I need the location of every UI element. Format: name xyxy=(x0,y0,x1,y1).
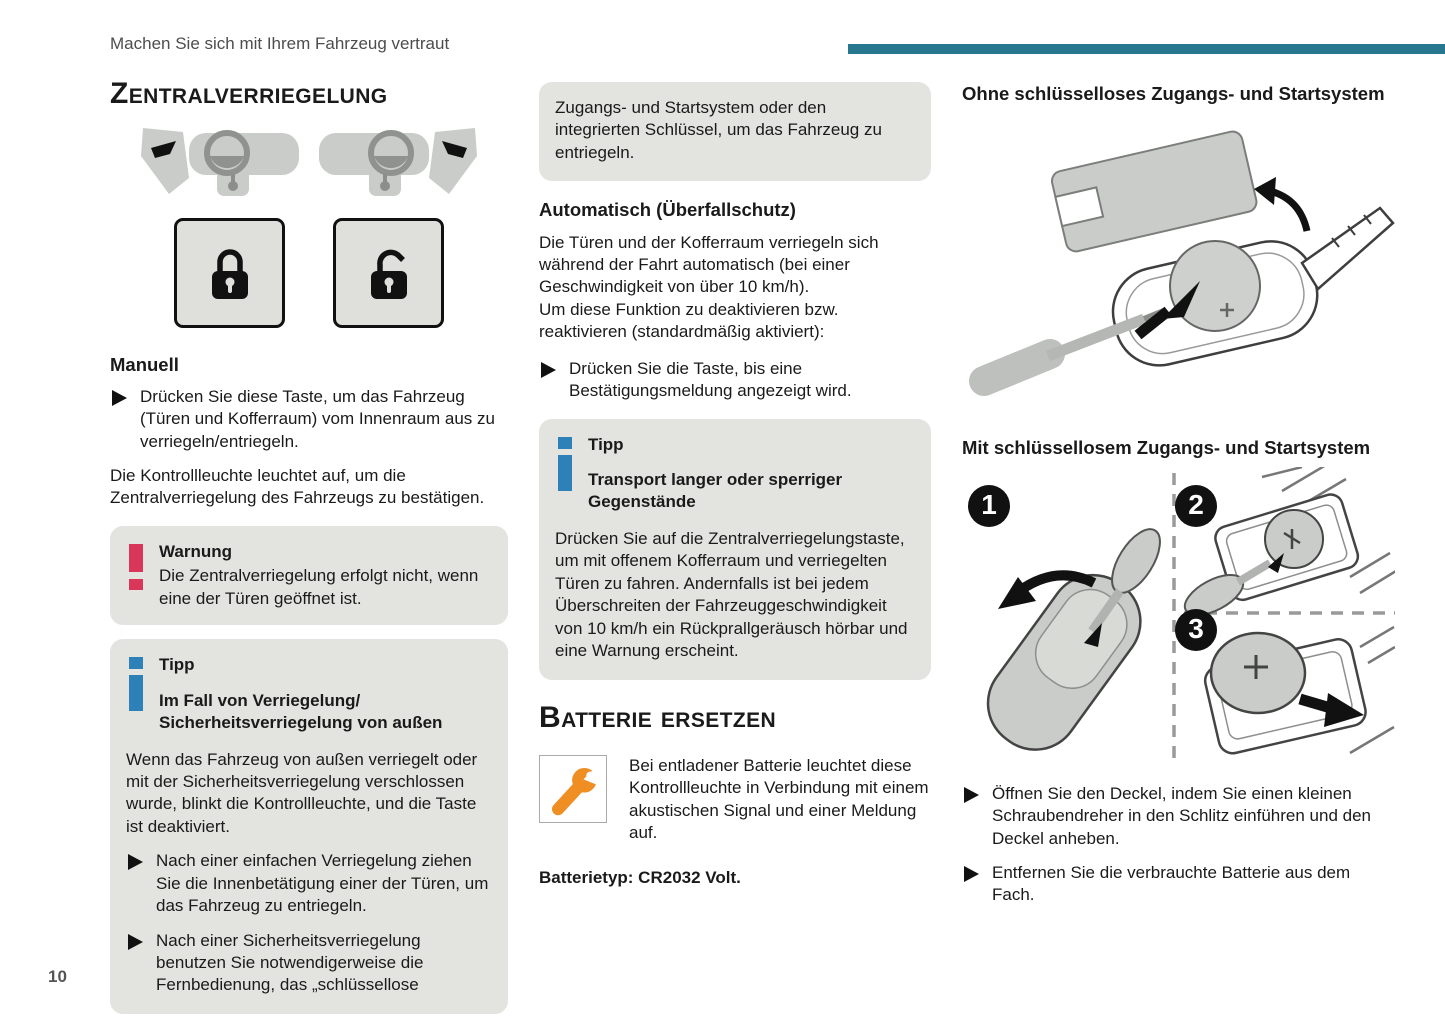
dashboard-right xyxy=(319,128,477,196)
info-icon xyxy=(128,657,144,711)
battery-paragraph: Bei entladener Batterie leuchtet diese Kontrollleuchte in Verbindung mit einem akustischen Signal und einer Meldung auf. xyxy=(629,756,929,843)
tipp-title: Tipp xyxy=(588,434,624,454)
section-title-zentralverriegelung: Zentralverriegelung xyxy=(110,77,388,110)
section-title-batterie: Batterie ersetzen xyxy=(539,700,777,734)
service-warning-lamp xyxy=(539,755,607,823)
list-item-text: Drücken Sie diese Taste, um das Fahrzeug (Türen und Kofferraum) vom Innenraum aus zu verriegeln/entriegeln. xyxy=(140,386,495,451)
list-item xyxy=(962,783,1395,850)
column-right xyxy=(962,82,1395,919)
paragraph: Um diese Funktion zu deaktivieren bzw. reaktivieren (standardmäßig aktiviert): xyxy=(539,299,839,342)
column-left xyxy=(110,78,508,1018)
keyless-battery-steps-illustration xyxy=(962,467,1395,767)
warning-title: Warnung xyxy=(159,541,233,561)
info-icon xyxy=(557,437,573,491)
list-item xyxy=(126,850,492,917)
coin-battery xyxy=(1170,241,1260,331)
paragraph: Die Türen und der Kofferraum verriegeln sich während der Fahrt automatisch (bei einer Geschwindigkeit von über 10 km/h). xyxy=(539,232,879,297)
list-item xyxy=(539,358,931,403)
door-lock-button-illustration xyxy=(129,120,489,208)
step-3-badge: 3 xyxy=(1175,609,1217,651)
warning-text: Die Zentralverriegelung erfolgt nicht, wenn eine der Türen geöffnet ist. xyxy=(159,566,479,608)
step-1-badge: 1 xyxy=(968,485,1010,527)
heading-ohne-keyless: Ohne schlüsselloses Zugangs- und Startsystem xyxy=(962,83,1385,104)
list-item-text: Entfernen Sie die verbrauchte Batterie aus dem Fach. xyxy=(992,863,1351,905)
list-item-text: Drücken Sie die Taste, bis eine Bestätigungsmeldung angezeigt wird. xyxy=(569,358,852,401)
bullet-triangle-icon xyxy=(128,854,143,870)
bullet-triangle-icon xyxy=(964,787,979,803)
page-number: 10 xyxy=(48,967,67,986)
panel-3 xyxy=(1202,627,1395,756)
tipp-paragraph: Wenn das Fahrzeug von außen verriegelt oder mit der Sicherheitsverriegelung verschlossen wurde, blinkt die Kontrollleuchte, und die Taste ist deaktiviert. xyxy=(126,749,478,836)
bullet-triangle-icon xyxy=(964,866,979,882)
tipp-title: Tipp xyxy=(159,655,195,675)
heading-mit-keyless: Mit schlüssellosem Zugangs- und Startsystem xyxy=(962,436,1371,458)
lock-button xyxy=(174,218,285,328)
key-battery-illustration xyxy=(962,113,1395,421)
list-item xyxy=(110,386,508,453)
wrench-icon xyxy=(545,761,601,817)
key-blade xyxy=(1302,208,1393,289)
padlock-closed-icon xyxy=(199,242,261,304)
tipp-subheading: Transport langer oder sperriger Gegenstände xyxy=(588,470,843,512)
padlock-open-icon xyxy=(358,242,420,304)
running-header: Machen Sie sich mit Ihrem Fahrzeug vertraut xyxy=(110,34,450,53)
continuation-text: Zugangs- und Startsystem oder den integrierten Schlüssel, um das Fahrzeug zu entriegeln. xyxy=(555,98,882,162)
warning-box xyxy=(110,526,508,625)
heading-automatisch: Automatisch (Überfallschutz) xyxy=(539,199,796,221)
heading-manuell: Manuell xyxy=(110,353,179,375)
lock-buttons-row xyxy=(110,218,508,328)
bullet-triangle-icon xyxy=(541,362,556,378)
panel-1 xyxy=(971,521,1170,767)
flip-key-illustration xyxy=(962,113,1395,415)
tipp-subheading: Im Fall von Verriegelung/ Sicherheitsverriegelung von außen xyxy=(159,690,443,733)
lift-arrow xyxy=(1270,191,1307,231)
list-item-text: Nach einer Sicherheitsverriegelung benutzen Sie notwendigerweise die Fernbedienung, das „schlüssellose xyxy=(156,930,424,995)
battery-indicator-row xyxy=(539,755,931,845)
bullet-triangle-icon xyxy=(128,934,143,950)
list-item xyxy=(126,930,492,997)
battery-cover xyxy=(1050,130,1258,254)
paragraph: Die Kontrollleuchte leuchtet auf, um die Zentralverriegelung des Fahrzeugs zu bestätigen. xyxy=(110,466,485,508)
battery-type: Batterietyp: CR2032 Volt. xyxy=(539,867,741,887)
list-item-text: Öffnen Sie den Deckel, indem Sie einen kleinen Schraubendreher in den Schlitz einführen und den Deckel anheben. xyxy=(992,783,1371,848)
tipp-box xyxy=(539,419,931,680)
column-middle xyxy=(539,82,931,889)
tipp-box xyxy=(110,639,508,1014)
continuation-box xyxy=(539,82,931,181)
step-2-badge: 2 xyxy=(1175,485,1217,527)
dashboard-left xyxy=(141,128,299,196)
list-item xyxy=(962,862,1395,907)
bullet-triangle-icon xyxy=(112,390,127,406)
tipp-paragraph: Drücken Sie auf die Zentralverriegelungstaste, um mit offenem Kofferraum und verriegelten Türen zu fahren. Andernfalls ist bei jedem Überschreiten der Fahrzeuggeschwindigkeit von 10 km/h ein Rückprallgeräusch hörbar und eine Warnung erscheint. xyxy=(555,528,908,661)
header-accent-bar xyxy=(848,44,1445,54)
unlock-button xyxy=(333,218,444,328)
exclamation-icon xyxy=(128,544,144,590)
panel-2 xyxy=(1179,467,1395,623)
list-item-text: Nach einer einfachen Verriegelung ziehen Sie die Innenbetätigung einer der Türen, um das Fahrzeug zu entriegeln. xyxy=(156,851,489,916)
